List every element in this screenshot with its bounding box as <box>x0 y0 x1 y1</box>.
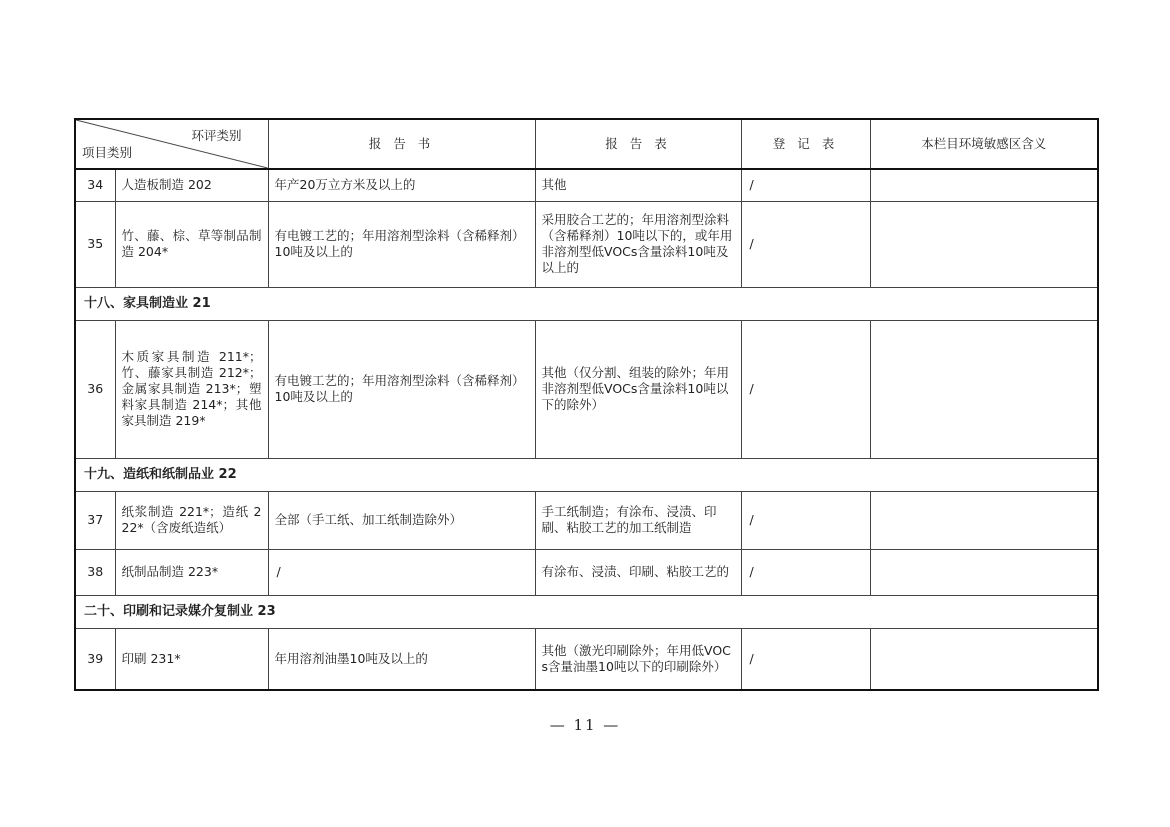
row-number: 35 <box>75 201 115 287</box>
sensitive-cell <box>870 169 1098 201</box>
table-row <box>75 549 1098 595</box>
diagonal-header-cell <box>75 119 268 169</box>
col-report-form: 报 告 表 <box>535 119 741 169</box>
project-category: 纸浆制造 221*；造纸 222*（含废纸造纸） <box>115 491 268 549</box>
section-row <box>75 595 1098 628</box>
report-form-cell: 有涂布、浸渍、印刷、粘胶工艺的 <box>535 549 741 595</box>
report-book-cell: 有电镀工艺的；年用溶剂型涂料（含稀释剂）10吨及以上的 <box>268 320 535 458</box>
report-form-cell: 采用胶合工艺的；年用溶剂型涂料（含稀释剂）10吨以下的，或年用非溶剂型低VOCs含量涂料10吨及以上的 <box>535 201 741 287</box>
section-heading: 十九、造纸和纸制品业 22 <box>75 458 1098 491</box>
section-row <box>75 287 1098 320</box>
register-cell: / <box>741 549 870 595</box>
report-form-cell: 手工纸制造；有涂布、浸渍、印刷、粘胶工艺的加工纸制造 <box>535 491 741 549</box>
row-number: 34 <box>75 169 115 201</box>
table-header-row <box>75 119 1098 169</box>
report-book-cell: 年产20万立方米及以上的 <box>268 169 535 201</box>
col-report-book: 报 告 书 <box>268 119 535 169</box>
report-form-cell: 其他（激光印刷除外；年用低VOCs含量油墨10吨以下的印刷除外） <box>535 628 741 690</box>
register-cell: / <box>741 201 870 287</box>
register-cell: / <box>741 628 870 690</box>
project-category: 人造板制造 202 <box>115 169 268 201</box>
section-heading: 二十、印刷和记录媒介复制业 23 <box>75 595 1098 628</box>
row-number: 37 <box>75 491 115 549</box>
diag-top-label: 环评类别 <box>191 128 242 143</box>
project-category: 木质家具制造 211*；竹、藤家具制造 212*；金属家具制造 213*；塑料家具制造 214*；其他家具制造 219* <box>115 320 268 458</box>
report-book-cell: 有电镀工艺的；年用溶剂型涂料（含稀释剂）10吨及以上的 <box>268 201 535 287</box>
report-form-cell: 其他（仅分割、组装的除外；年用非溶剂型低VOCs含量涂料10吨以下的除外） <box>535 320 741 458</box>
sensitive-cell <box>870 320 1098 458</box>
sensitive-cell <box>870 549 1098 595</box>
section-heading: 十八、家具制造业 21 <box>75 287 1098 320</box>
table-row <box>75 491 1098 549</box>
project-category: 竹、藤、棕、草等制品制造 204* <box>115 201 268 287</box>
report-book-cell: 年用溶剂油墨10吨及以上的 <box>268 628 535 690</box>
register-cell: / <box>741 169 870 201</box>
diag-bottom-label: 项目类别 <box>82 145 133 160</box>
report-book-cell: / <box>268 549 535 595</box>
col-sensitive: 本栏目环境敏感区含义 <box>870 119 1098 169</box>
table-row <box>75 201 1098 287</box>
sensitive-cell <box>870 491 1098 549</box>
register-cell: / <box>741 491 870 549</box>
row-number: 36 <box>75 320 115 458</box>
classification-table <box>74 118 1099 691</box>
project-category: 纸制品制造 223* <box>115 549 268 595</box>
table-row <box>75 320 1098 458</box>
section-row <box>75 458 1098 491</box>
page-number: — 11 — <box>549 716 621 734</box>
project-category: 印刷 231* <box>115 628 268 690</box>
table-row <box>75 628 1098 690</box>
report-book-cell: 全部（手工纸、加工纸制造除外） <box>268 491 535 549</box>
table-row <box>75 169 1098 201</box>
row-number: 38 <box>75 549 115 595</box>
col-register: 登 记 表 <box>741 119 870 169</box>
register-cell: / <box>741 320 870 458</box>
report-form-cell: 其他 <box>535 169 741 201</box>
sensitive-cell <box>870 201 1098 287</box>
row-number: 39 <box>75 628 115 690</box>
sensitive-cell <box>870 628 1098 690</box>
